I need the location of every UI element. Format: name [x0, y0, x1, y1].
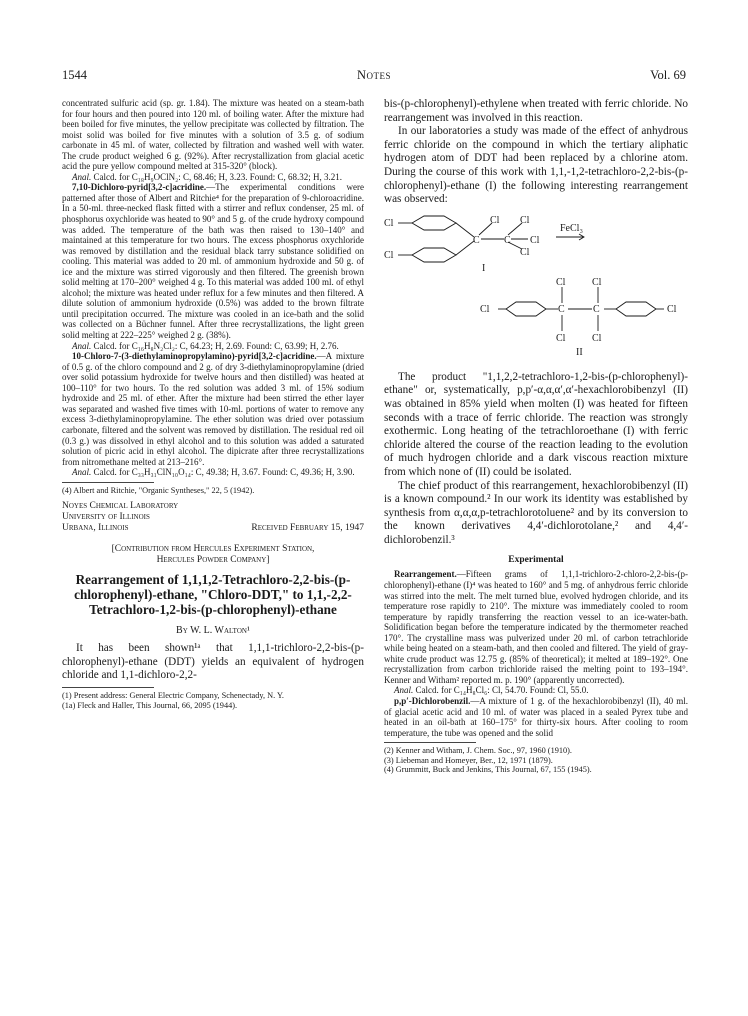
footnotes-right [384, 746, 688, 775]
page-number: 1544 [62, 68, 87, 82]
analysis-line [62, 172, 364, 183]
fecl3-label: FeCl₃ [560, 222, 583, 234]
cl-label: Cl [490, 214, 500, 226]
contribution-line: Hercules Powder Company] [156, 555, 270, 566]
cl-label: Cl [520, 246, 530, 258]
analysis-line [62, 341, 364, 352]
paragraph-text: —Fifteen grams of 1,1,1-trichloro-2-chloro-2,2-bis-(p-chlorophenyl)-ethane (I)⁴ was heated to 160° and 5 mg. of anhydrous ferric chloride was stirred into the melt. The melt turned blue, evolved hydrogen chloride, and its temperature rose rapidly to 210°. The mixture was immediately cooled to room temperature by rapidly transferring the reaction vessel to an ice-water-bath. Solidification began before the temperature indicated by the thermometer reached 170°. The crystalline mass was pulverized under 20 ml. of carbon tetrachloride while being heated on a steam-bath, and then cooled and filtered. The yield of gray-white crude product was 12.75 g. (85% of theoretical); it melted at 189–192°. One recrystallization from carbon trichloride raised the melting point to 193–194°. Kenner and Witham² reported m. p. 190° (apparently uncorrected). [384, 569, 688, 685]
cl-label: Cl [384, 217, 394, 229]
paragraph [62, 182, 364, 340]
paragraph: concentrated sulfuric acid (sp. gr. 1.84). The mixture was heated on a steam-bath for four hours and then poured into 120 ml. of boiling water. After the mixture had been boiled for five minutes, the yellow precipitate was collected by filtration. The moist solid was boiled for five minutes with a solution of 3.5 g. of sodium carbonate in 45 ml. of water, collected by filtration and washed well with water. The crude product weighed 6 g. (92%). After recrystallization from glacial acetic acid the pure yellow compound melted at 315-320° (block). [62, 98, 364, 172]
page-header [62, 68, 686, 84]
lab-address [62, 501, 364, 534]
lab-line: University of Illinois [62, 512, 150, 523]
c-label: C [593, 303, 600, 315]
analysis-line [62, 467, 364, 478]
intro-text [62, 642, 364, 683]
left-column [62, 98, 364, 710]
section-heading: Rearrangement. [394, 569, 457, 580]
footnote-1: (1) Present address: General Electric Company, Schenectady, N. Y. [62, 691, 284, 701]
analysis-line [384, 685, 688, 696]
reaction-scheme [384, 213, 688, 367]
section-heading: p,p′-Dichlorobenzil. [394, 696, 471, 707]
compound-ii-label: II [576, 346, 583, 358]
paragraph-text: —The experimental conditions were patterned after those of Albert and Ritchie⁴ for the preparation of 9-chloroacridine. In a 50-ml. three-necked flask fitted with a stirrer and reflux condenser, 25 ml. of phosphorus oxychloride was heated to 90° and 5 g. of the crude hydroxy compound was added. The temperature of the bath was then raised to 130–140° and maintained at this temperature for two hours. The excess phosphorus oxychloride was removed by distillation and the residual black tarry substance solidified on cooling. This material was added to 20 ml. of ammonium hydroxide and 50 g. of ice and the mixture was stirred vigorously and then filtered. The greenish brown solid melting at 170–200° weighed 4 g. To this material was added 100 ml. of ethyl alcohol; the mixture was heated under reflux for a few minutes and then filtered. A dilute solution of ammonium hydroxide (0.5%) was added to the brown filtrate until precipitation occurred. The mixture was cooled in an ice-bath and the solid was collected on a Büchner funnel. After three recrystallizations, the light green solid melting at 222–225° weighed 2 g. (38%). [62, 182, 364, 341]
paragraph [384, 569, 688, 685]
anal-label: Anal. [72, 340, 92, 351]
section-heading: 10-Chloro-7-(3-diethylaminopropylamino)-pyrid[3,2-c]acridine. [72, 351, 317, 362]
anal-text: Calcd. for C₃₃H₃₁ClN₁₀O₁₄: C, 49.38; H, 3.67. Found: C, 49.36; H, 3.90. [93, 467, 355, 478]
anal-text: Calcd. for C₁₈H₉OClN₂: C, 68.46; H, 3.23. Found: C, 68.32; H, 3.21. [93, 171, 343, 182]
benzene-ring-top [412, 216, 456, 230]
anal-text: Calcd. for C₁₄H₈Cl₆: Cl, 54.70. Found: Cl, 55.0. [415, 685, 589, 696]
cl-label: Cl [592, 276, 602, 288]
cl-label: Cl [480, 303, 490, 315]
cl-label: Cl [556, 276, 566, 288]
footnote-4: (4) Albert and Ritchie, "Organic Syntheses," 22, 5 (1942). [62, 485, 255, 495]
c-label: C [504, 234, 511, 246]
anal-text: Calcd. for C₁₆H₈N₂Cl₂: C, 64.23; H, 2.69. Found: C, 63.99; H, 2.76. [93, 340, 339, 351]
footnote-3: (3) Liebeman and Homeyer, Ber., 12, 1971 (1879). [384, 755, 553, 765]
cl-label: Cl [667, 303, 677, 315]
right-body-text-2 [384, 371, 688, 548]
contribution-line: [Contribution from Hercules Experiment Station, [111, 544, 315, 555]
received-date: Received February 15, 1947 [251, 523, 364, 534]
article-title: Rearrangement of 1,1,1,2-Tetrachloro-2,2-bis-(p-chlorophenyl)-ethane, "Chloro-DDT," to 1,1,-2,2-Tetrachloro-1,2-bis-(p-chlorophenyl)-ethane [74, 572, 352, 618]
paragraph: bis-(p-chlorophenyl)-ethylene when treated with ferric chloride. No rearrangement was involved in this reaction. [384, 98, 688, 124]
lab-city: Urbana, Illinois [62, 523, 129, 534]
c-label: C [558, 303, 565, 315]
reaction-scheme-svg [384, 213, 688, 367]
cl-label: Cl [520, 214, 530, 226]
running-title: Notes [356, 68, 392, 82]
right-column [384, 98, 688, 775]
benzene-ring-bottom [412, 248, 456, 262]
cl-label: Cl [384, 249, 394, 261]
paragraph: The chief product of this rearrangement, hexachlorobibenzyl (II) is a known compound.² In our work its identity was established by synthesis from α,α,α,p-tetrachlorotoluene² and by its conversion to the known derivatives 4,4′-dichlorotolane,² and 4,4′-dichlorobenzil.³ [384, 479, 688, 546]
c-label: C [473, 234, 480, 246]
anal-label: Anal. [72, 467, 92, 478]
compound-ii [498, 287, 664, 331]
compound-i-label: I [482, 262, 486, 274]
experimental-heading: Experimental [508, 555, 564, 566]
right-experimental-text [384, 569, 688, 738]
footnote-rule [62, 687, 154, 688]
footnote-rule [384, 742, 476, 743]
cl-label: Cl [530, 234, 540, 246]
section-heading: 7,10-Dichloro-pyrid[3,2-c]acridine. [72, 182, 207, 193]
footnotes [62, 691, 364, 710]
byline: By W. L. Walton¹ [176, 625, 250, 637]
left-experimental-text [62, 98, 364, 478]
benzene-ring-right [616, 302, 656, 316]
footnote-1a: (1a) Fleck and Haller, This Journal, 66, 2095 (1944). [62, 700, 238, 710]
volume-label: Vol. 69 [650, 68, 686, 82]
paragraph-text: —A mixture of 1 g. of the hexachlorobibenzyl (II), 40 ml. of glacial acetic acid and 10 ml. of water was placed in a sealed Pyrex tube and heated in an oil-bath at 160–175° for thirty-six hours. After cooling to room temperature, the tube was opened and the solid [384, 696, 688, 738]
paragraph [384, 696, 688, 738]
paragraph: The product "1,1,2,2-tetrachloro-1,2-bis-(p-chlorophenyl)-ethane" or, systematically, p,p′-α,α,α′,α′-hexachlorobibenzyl (II) was obtained in 85% yield when molten (I) was heated for fifteen seconds with a trace of ferric chloride. The reaction was strongly exothermic. Long heating of the tetrachloroethane (I) with ferric chloride altered the course of the reaction leading to the evolution of much hydrogen chloride and a dark viscous reaction mixture from which none of (II) could be isolated. [384, 370, 688, 478]
paragraph: It has been shown¹ᵃ that 1,1,1-trichloro-2,2-bis-(p-chlorophenyl)-ethane (DDT) yields an equivalent of hydrogen chloride and 1,1-dichloro-2,2- [62, 642, 364, 682]
cl-label: Cl [556, 332, 566, 344]
anal-label: Anal. [72, 171, 92, 182]
right-body-text [384, 98, 688, 207]
lab-line: Noyes Chemical Laboratory [62, 501, 179, 512]
contribution-note [62, 544, 364, 566]
paragraph [62, 351, 364, 467]
footnote-4-right: (4) Grummitt, Buck and Jenkins, This Journal, 67, 155 (1945). [384, 765, 592, 775]
paragraph-text: —A mixture of 0.5 g. of the chloro compound and 2 g. of dry 3-diethylaminopropylamine (dried over solid potassium hydroxide for twelve hours and then distilled) was heated at 100–110° for two hours. To the red solution was added 3 ml. of 15% sodium hydroxide and 25 ml. of ether. After the mixture had been stirred the ether layer was separated and washed five times with 10-ml. portions of water to remove any excess 3-diethylaminopropylamine. The ether solution was dried over potassium carbonate, filtered and the solvent was removed by distillation. The residual red oil (0.3 g.) was dissolved in ethyl alcohol and to this solution was added a saturated solution of picric acid in ethyl alcohol. The dipicrate after three recrystallizations from nitromethane melted at 213–216°. [62, 351, 364, 467]
cl-label: Cl [592, 332, 602, 344]
footnote-2: (2) Kenner and Witham, J. Chem. Soc., 97, 1960 (1910). [384, 746, 573, 756]
benzene-ring-left [506, 302, 546, 316]
lab-line-received [62, 523, 364, 534]
paragraph: In our laboratories a study was made of the effect of anhydrous ferric chloride on the compound in which the tertiary aliphatic hydrogen atom of DDT had been replaced by a chlorine atom. During the course of this work with 1,1,-1,2-tetrachloro-2,2-bis-(p-chlorophenyl)-ethane (I) the following interesting rearrangement was observed: [384, 125, 688, 206]
anal-label: Anal. [394, 685, 414, 696]
footnote-rule [62, 482, 154, 483]
